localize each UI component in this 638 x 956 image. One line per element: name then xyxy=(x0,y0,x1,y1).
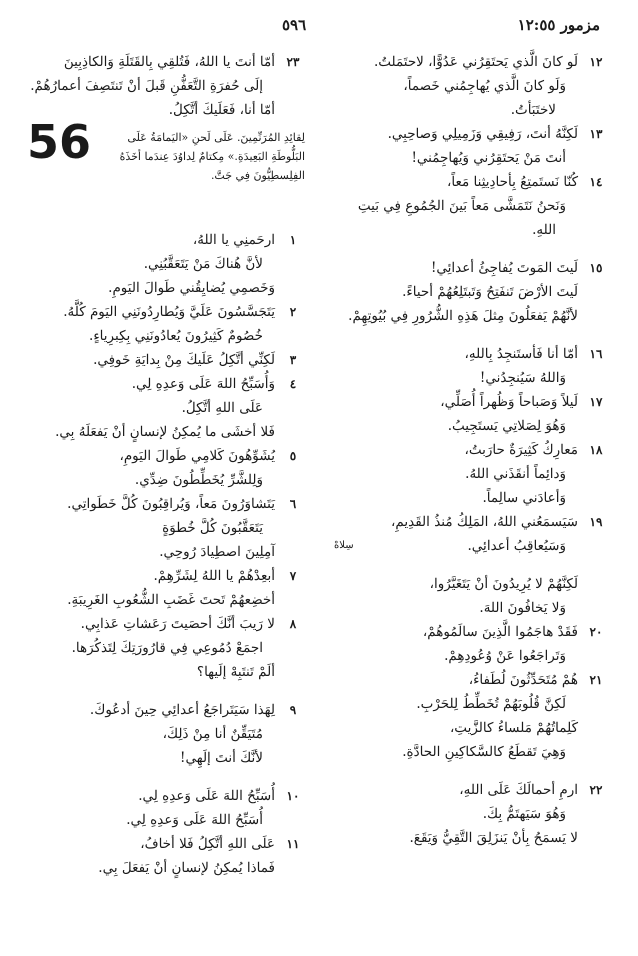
verse-line: أمّا أنا، فَعَلَيكَ أتَّكِلُ. xyxy=(168,102,275,118)
verse-line: وَهُوَ لِصَلاتِي يَستَجِيبُ. xyxy=(447,418,566,434)
verse-line: مُتَيَقِّنٌ أنا مِنْ ذَلِكَ، xyxy=(162,726,263,742)
verse xyxy=(328,778,608,850)
verse-line: لاختَبَأتُ. xyxy=(510,102,556,118)
verse-number: ٤ xyxy=(289,377,297,391)
verse xyxy=(25,564,305,612)
verse xyxy=(328,390,608,438)
verse-line: وَأعادَني سالِماً. xyxy=(482,490,566,506)
verse-line: لِهَذا سَيَتَراجَعُ أعدائِي حِينَ أدعُوكَ. xyxy=(89,702,275,718)
verse-number: ٨ xyxy=(289,617,297,631)
verse xyxy=(25,784,305,832)
verse-line: لَيتَ المَوتَ يُفاجِئُ أعدائِي! xyxy=(430,260,578,276)
verse-line: وَخَصمِي يُضايِقُني طَوالَ اليَومِ. xyxy=(108,280,275,296)
verse-line: وَلا يَخافُونَ اللهَ. xyxy=(479,600,566,616)
verse xyxy=(328,170,608,242)
stanza-gap xyxy=(25,684,305,698)
verse-line: لَكِنِّي أتَّكِلُ عَلَيكَ مِنْ بِدايَةِ خَوفِي. xyxy=(93,352,275,368)
verse-number: ٧ xyxy=(289,569,297,583)
verse-number: ١ xyxy=(289,233,297,247)
verse-line: وَأُسَبِّحُ اللهَ عَلَى وَعدِهِ لِي. xyxy=(131,376,275,392)
verse xyxy=(328,620,608,668)
verse-line: هُمْ مُتَحَدِّثُونَ لُطَفاءُ، xyxy=(468,672,578,688)
verse-line: أُسَبِّحُ اللهَ عَلَى وَعدِهِ لِي. xyxy=(126,812,263,828)
verse-line: أنتَ مَنْ يَحتَقِرُني وَيُهاجِمُني! xyxy=(411,150,566,166)
verse xyxy=(328,342,608,390)
verse-line: وَهِيَ تَقطَعُ كالسَّكاكِينِ الحادَّةِ. xyxy=(402,744,566,760)
verse-line: اللهِ. xyxy=(532,222,556,238)
page-header xyxy=(30,10,608,38)
verse-line: يَتَشاوَرُونَ مَعاً، وَيُراقِبُونَ كُلَّ خَطَواتِي. xyxy=(67,496,275,512)
verse-line: سَيَسمَعُني اللهُ، المَلِكُ مُنذُ القَدِيمِ، xyxy=(391,514,578,530)
verse xyxy=(328,668,608,764)
verse-number: ٢ xyxy=(289,305,297,319)
psalm-heading xyxy=(25,115,305,228)
verse-line: أمّا أنا فَأستَنجِدُ بِاللهِ، xyxy=(464,346,578,362)
verse-line: أُسَبِّحُ اللهَ عَلَى وَعدِهِ لِي. xyxy=(138,788,275,804)
verse xyxy=(328,256,608,328)
verse-number: ٥ xyxy=(289,449,297,463)
right-column xyxy=(328,50,608,850)
psalm-superscript: لِقائِدِ المُرَنِّمِينَ. عَلَى لَحنِ «اليَمامَةُ عَلَى البَلُّوطَةِ البَعِيدَةِ.» مِكتامٌ لِداوُدَ عِندَما أخَذَهُ الفِلِسطِيُّونَ فِي جَتَّ. xyxy=(119,131,305,182)
verse-line: أبعِدْهُمْ يا اللهُ لِشَرِّهِمْ. xyxy=(153,568,275,584)
verse-line: يَتَجَسَّسُونَ عَلَيَّ وَيُطارِدُونَنِي اليَومَ كُلَّهُ. xyxy=(63,304,275,320)
verse-number: ٢٢ xyxy=(589,783,603,797)
verse-number: ١٧ xyxy=(589,395,603,409)
verse-line: اجمَعْ دُمُوعِي فِي قارُورَتِكَ لِتَذكُرَها. xyxy=(71,640,263,656)
stanza-gap xyxy=(328,328,608,342)
verse-number: ٩ xyxy=(289,703,297,717)
verse-line: ارمِ أحمالَكَ عَلَى اللهِ، xyxy=(459,782,578,798)
verse-line: وَلَو كانَ الَّذي يُهاجِمُني خَصماً، xyxy=(403,78,566,94)
stanza-gap xyxy=(328,242,608,256)
verse-number: ٢٣ xyxy=(286,55,300,69)
verse-line: مَعارِكُ كَثِيرَةٌ حارَبتُ، xyxy=(464,442,578,458)
verse-line: أمّا أنتَ يا اللهُ، فَتُلقِي بِالقَتَلَةِ وَالكاذِبِينَ xyxy=(63,54,275,70)
verse xyxy=(328,572,608,620)
verse-line: لَيتَ الأرْضَ تَنفَتِحُ وَتَبتَلِعُهُمْ أحياءً. xyxy=(402,284,578,300)
verse-line: ألَمْ تَنتَبِهْ إلَيها؟ xyxy=(196,664,275,680)
verse-number: ١٣ xyxy=(589,127,603,141)
verse xyxy=(25,50,305,122)
verse-line: لأنَّ هُناكَ مَنْ يَتَعَقَّبُنِي. xyxy=(143,256,263,272)
verse-line: لَكِنَّهُ أنتَ، رَفِيقِي وَزَمِيلِي وَصاحِبِي. xyxy=(387,126,578,142)
verse-line: آمِلِينَ اصطِيادَ رُوحِي. xyxy=(159,544,275,560)
verse-line: أخضِعهُمْ تَحتَ غَضَبِ الشُّعُوبِ الغَرِيبَةِ. xyxy=(67,592,275,608)
verse-line: يُشَوِّهُونَ كَلامِي طَوالَ اليَومِ، xyxy=(119,448,275,464)
verse xyxy=(25,444,305,492)
verse xyxy=(25,698,305,770)
running-title: مزمور ١٢:٥٥ xyxy=(517,16,600,34)
verse-line: إلَى حُفرَةِ التَّعَفُّنِ قَبلَ أنْ تَنتَصِفَ أعمارُهُمْ. xyxy=(30,78,263,94)
verse-number: ٣ xyxy=(289,353,297,367)
verse-line: خُصُومٌ كَثِيرُونَ يُعادُونَنِي بِكِبرِياءٍ. xyxy=(89,328,263,344)
verse-number: ١٤ xyxy=(589,175,603,189)
verse-line: لَكِنَّ قُلُوبَهُمْ تُخَطِّطُ لِلحَرْبِ. xyxy=(416,696,566,712)
verse-line: لا رَيبَ أنَّكَ أحصَيتَ رَعَشاتِ عَذابِي. xyxy=(80,616,275,632)
verse-line: عَلَى اللهِ أتَّكِلُ. xyxy=(181,400,263,416)
verse-line: كَلِماتُهُمْ مَلساءُ كالزَّيتِ، xyxy=(449,720,578,736)
verse-line: كُنّا نَستَمتِعُ بِأحادِيثِنا مَعاً، xyxy=(447,174,578,190)
verse-line: لأنَّكَ أنتَ إلَهِي! xyxy=(180,750,263,766)
verse-line: فَقَدْ هاجَمُوا الَّذِينَ سالَمُوهُمْ، xyxy=(422,624,578,640)
verse-line: وَنَحنُ نَتَمَشَّى مَعاً بَينَ الجُمُوعِ فِي بَيتِ xyxy=(357,198,566,214)
selah-mark: سِلاهْ xyxy=(334,540,354,551)
verse xyxy=(25,612,305,684)
verse xyxy=(25,348,305,372)
verse xyxy=(25,228,305,300)
verse-number: ١٩ xyxy=(589,515,603,529)
verse xyxy=(328,438,608,510)
verse-line: لا يَسمَحُ بِأنْ يَنزَلِقَ التَّقِيُّ وَيَقَعَ. xyxy=(409,830,578,846)
verse-line: وَلِلشَّرِّ يُخَطِّطُونَ ضِدِّي. xyxy=(134,472,263,488)
verse-line: يَتَعَقَّبُونَ كُلَّ خُطوَةٍ xyxy=(162,520,263,536)
verse-line xyxy=(328,534,578,558)
page-number: ٥٩٦ xyxy=(282,16,307,34)
verse-line: فَلا أخشَى ما يُمكِنُ لإنسانٍ أنْ يَفعَلَهُ بِي. xyxy=(55,424,275,440)
verse-number: ٢١ xyxy=(589,673,603,687)
verse xyxy=(328,510,608,558)
verse xyxy=(328,122,608,170)
verse-line: لأنَّهُمْ يَفعَلُونَ مِثلَ هَذِهِ الشُّرُورِ فِي بُيُوتِهِمْ. xyxy=(348,308,578,324)
verse-number: ١٢ xyxy=(589,55,603,69)
verse-number: ١٦ xyxy=(589,347,603,361)
verse-line: ارحَمنِي يا اللهُ، xyxy=(192,232,275,248)
verse-line: وَتَراجَعُوا عَنْ وُعُودِهِمْ. xyxy=(444,648,566,664)
verse-number: ١١ xyxy=(286,837,300,851)
verse-line: لَكِنَّهُمْ لا يُرِيدُونَ أنْ يَتَغَيَّرُوا، xyxy=(429,576,578,592)
stanza-gap xyxy=(328,558,608,572)
verse-line: فَماذا يُمكِنُ لإنسانٍ أنْ يَفعَلَ بِي. xyxy=(98,860,275,876)
verse-line: عَلَى اللهِ أتَّكِلُ فَلا أخافُ، xyxy=(140,836,275,852)
verse xyxy=(25,492,305,564)
verse-number: ١٥ xyxy=(589,261,603,275)
verse-number: ٢٠ xyxy=(589,625,603,639)
stanza-gap xyxy=(25,770,305,784)
verse-line: لَو كانَ الَّذي يَحتَقِرُني عَدُوًّا، لاحتَمَلتُ. xyxy=(373,54,578,70)
left-column xyxy=(25,50,305,880)
verse-line: وَاللهُ سَيُنجِدُني! xyxy=(479,370,566,386)
verse-line: وَدائِماً أنقَذَني اللهُ. xyxy=(465,466,566,482)
verse xyxy=(25,372,305,444)
verse-number: ١٨ xyxy=(589,443,603,457)
verse-line: وَهُوَ سَيَهتَمُّ بِكَ. xyxy=(482,806,566,822)
verse xyxy=(25,300,305,348)
verse-number: ١٠ xyxy=(286,789,300,803)
psalm-number: 56 xyxy=(27,115,92,169)
verse-line: لَيلاً وَصَباحاً وَظُهراً أُصَلِّي، xyxy=(440,394,578,410)
verse-text: وَسَيُعاقِبُ أعدائِي. xyxy=(467,538,566,554)
verse-number: ٦ xyxy=(289,497,297,511)
verse xyxy=(25,832,305,880)
stanza-gap xyxy=(328,764,608,778)
verse xyxy=(328,50,608,122)
